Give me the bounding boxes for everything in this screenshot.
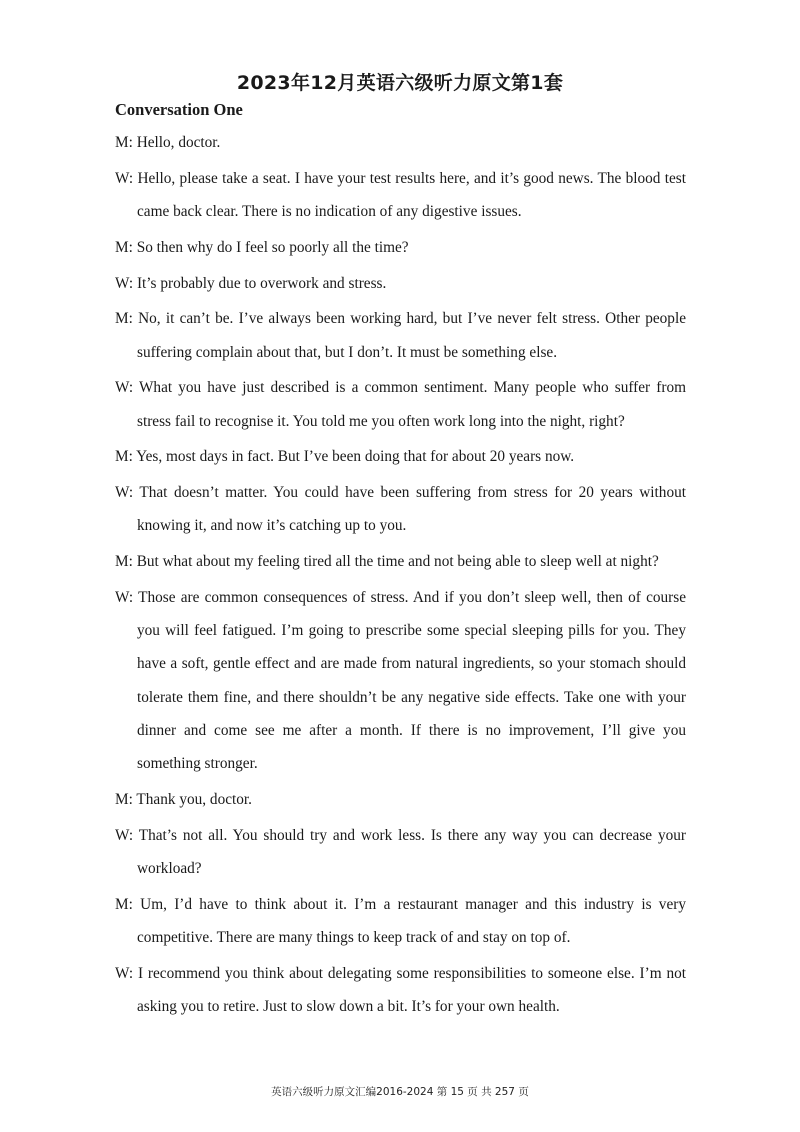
- turn-text: Those are common consequences of stress. And if you don’t sleep well, then of course you will feel fatigued. I’m going to prescribe some special sleeping pills for you. They have a soft, gentle effect and are made from natural ingredients, so your stomach should tolerate them fine, and there shouldn’t be any negative side effects. Take one with your dinner and come see me after a month. If there is no improvement, I’ll give you something stronger.: [137, 588, 686, 772]
- dialogue-turn: [115, 231, 686, 264]
- speaker-label: W:: [115, 588, 134, 606]
- section-heading: Conversation One: [115, 100, 243, 119]
- turn-text: So then why do I feel so poorly all the time?: [136, 238, 409, 256]
- dialogue-turn: [115, 476, 686, 542]
- dialogue-turn: [115, 371, 686, 437]
- speaker-label: M:: [115, 448, 133, 466]
- speaker-label: M:: [115, 895, 133, 913]
- speaker-label: W:: [115, 826, 134, 844]
- page-footer: 英语六级听力原文汇编2016-2024 第 15 页 共 257 页: [271, 1086, 529, 1098]
- dialogue-turn: [115, 581, 686, 780]
- speaker-label: M:: [115, 310, 133, 328]
- turn-text: What you have just described is a common sentiment. Many people who suffer from stress fail to recognise it. You told me you often work long into the night, right?: [137, 379, 686, 430]
- page-title: 2023年12月英语六级听力原文第1套: [236, 72, 564, 94]
- speaker-label: W:: [115, 379, 134, 397]
- dialogue-turn: [115, 957, 686, 1023]
- turn-text: I recommend you think about delegating some responsibilities to someone else. I’m not asking you to retire. Just to slow down a bit. It’s for your own health.: [137, 964, 686, 1015]
- dialogue-turn: [115, 783, 686, 816]
- dialogue-body: [115, 126, 686, 1026]
- speaker-label: M:: [115, 238, 133, 256]
- turn-text: Hello, please take a seat. I have your test results here, and it’s good news. The blood test came back clear. There is no indication of any digestive issues.: [137, 169, 686, 220]
- speaker-label: W:: [115, 169, 134, 187]
- speaker-label: M:: [115, 134, 133, 151]
- turn-text: Um, I’d have to think about it. I’m a restaurant manager and this industry is very competitive. There are many things to keep track of and stay on top of.: [137, 895, 686, 946]
- speaker-label: M:: [115, 790, 133, 808]
- dialogue-turn: [115, 267, 686, 300]
- dialogue-turn: [115, 545, 686, 578]
- speaker-label: M:: [115, 553, 133, 571]
- turn-text: No, it can’t be. I’ve always been working hard, but I’ve never felt stress. Other people suffering complain about that, but I don’t. It must be something else.: [137, 310, 686, 361]
- speaker-label: W:: [115, 274, 134, 292]
- turn-text: Thank you, doctor.: [136, 790, 252, 808]
- turn-text: That’s not all. You should try and work less. Is there any way you can decrease your workload?: [137, 826, 686, 877]
- turn-text: That doesn’t matter. You could have been suffering from stress for 20 years without knowing it, and now it’s catching up to you.: [137, 484, 686, 535]
- turn-text: It’s probably due to overwork and stress.: [136, 274, 387, 292]
- dialogue-turn: [115, 440, 686, 473]
- turn-text: Hello, doctor.: [136, 134, 221, 151]
- dialogue-turn: [115, 819, 686, 885]
- dialogue-turn: [115, 302, 686, 368]
- speaker-label: W:: [115, 964, 134, 982]
- turn-text: Yes, most days in fact. But I’ve been doing that for about 20 years now.: [136, 448, 575, 466]
- turn-text: But what about my feeling tired all the time and not being able to sleep well at night?: [136, 553, 659, 571]
- dialogue-turn: [115, 888, 686, 954]
- dialogue-turn: [115, 126, 686, 159]
- dialogue-turn: [115, 162, 686, 228]
- speaker-label: W:: [115, 484, 134, 502]
